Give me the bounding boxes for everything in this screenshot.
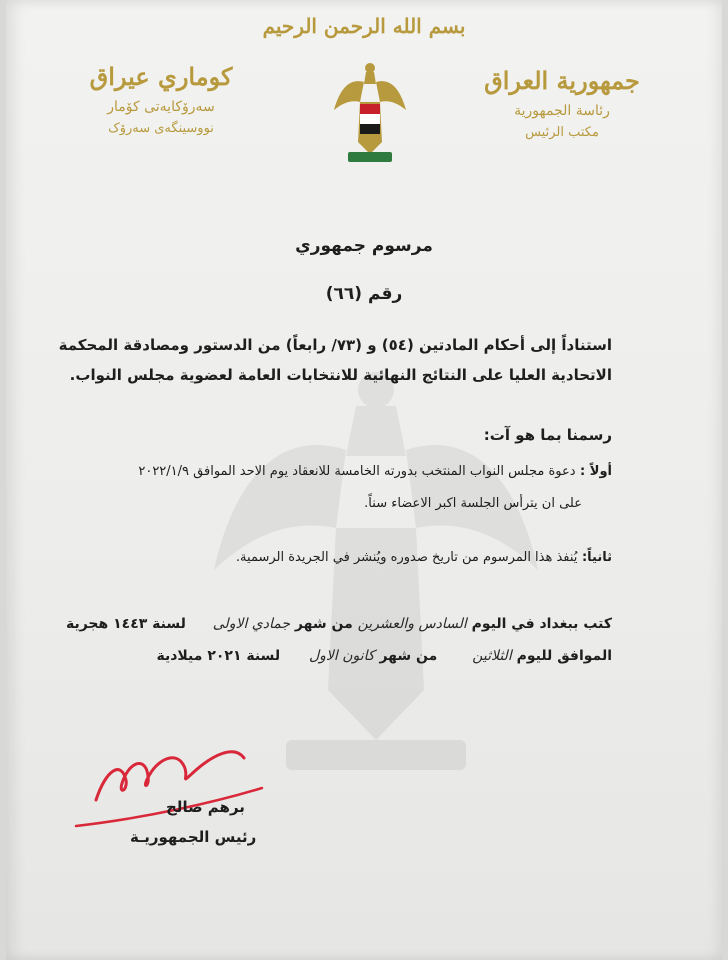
decree-number: رقم (٦٦) xyxy=(325,284,403,304)
article-second-text: يُنفذ هذا المرسوم من تاريخ صدوره ويُنشر في الجريدة الرسمية. xyxy=(235,550,578,565)
dating-hijri-year: لسنة ١٤٤٣ هجرية xyxy=(65,616,186,632)
dating-greg-month: كانون الاول xyxy=(308,648,375,664)
dating-row-gregorian xyxy=(157,648,613,664)
letterhead-arabic-main: جمهورية العراق xyxy=(484,66,640,95)
dating-greg-year: لسنة ٢٠٢١ ميلادية xyxy=(156,648,281,664)
decree-page xyxy=(6,0,722,960)
dating-greg-prefix: الموافق لليوم xyxy=(516,648,612,664)
letterhead-kurdish-sub1: سەرۆکایەتی کۆمار xyxy=(107,99,215,115)
preamble-line-2: الاتحادية العليا على النتائج النهائية للانتخابات العامة لعضوية مجلس النواب. xyxy=(69,366,612,384)
decreed-heading: رسمنا بما هو آت: xyxy=(483,426,612,444)
dating-greg-month-prefix: من شهر xyxy=(379,648,438,664)
article-first-label: أولاً : xyxy=(580,464,612,479)
article-second xyxy=(236,550,612,565)
dating-hijri-prefix: كتب ببغداد في اليوم xyxy=(471,616,612,632)
article-first-text: دعوة مجلس النواب المنتخب بدورته الخامسة للانعقاد يوم الاحد الموافق ٢٠٢٢/١/٩ xyxy=(138,464,576,479)
crest-watermark-icon xyxy=(206,360,546,780)
letterhead-arabic-sub1: رئاسة الجمهورية xyxy=(514,103,610,119)
article-first-text-2: على ان يترأس الجلسة اكبر الاعضاء سناً. xyxy=(364,496,582,511)
iraq-eagle-crest-icon xyxy=(330,58,410,168)
letterhead-arabic xyxy=(472,66,652,140)
dating-hijri-month-prefix: من شهر xyxy=(294,616,353,632)
letterhead-kurdish-sub2: نووسینگەی سەرۆک xyxy=(108,121,214,136)
decree-title: مرسوم جمهوري xyxy=(295,236,433,256)
dating-hijri-month: جمادي الاولى xyxy=(212,616,290,632)
dating-row-hijri xyxy=(66,616,612,632)
dating-greg-day: الثلاثين xyxy=(472,648,512,664)
article-second-label: ثانياً: xyxy=(581,550,612,565)
dating-hijri-day: السادس والعشرين xyxy=(357,616,467,632)
letterhead-kurdish-main: كوماري عيراق xyxy=(89,62,233,91)
letterhead-kurdish xyxy=(66,62,256,136)
preamble-line-1: استناداً إلى أحكام المادتين (٥٤) و (٧٣/ رابعاً) من الدستور ومصادقة المحكمة xyxy=(58,336,612,354)
signatory-title: رئيس الجمهوريـة xyxy=(130,828,257,846)
letterhead-arabic-sub2: مكتب الرئيس xyxy=(525,125,599,140)
article-first xyxy=(138,464,612,479)
signatory-name: برهم صالح xyxy=(166,798,245,816)
basmala: بسم الله الرحمن الرحيم xyxy=(262,14,466,38)
